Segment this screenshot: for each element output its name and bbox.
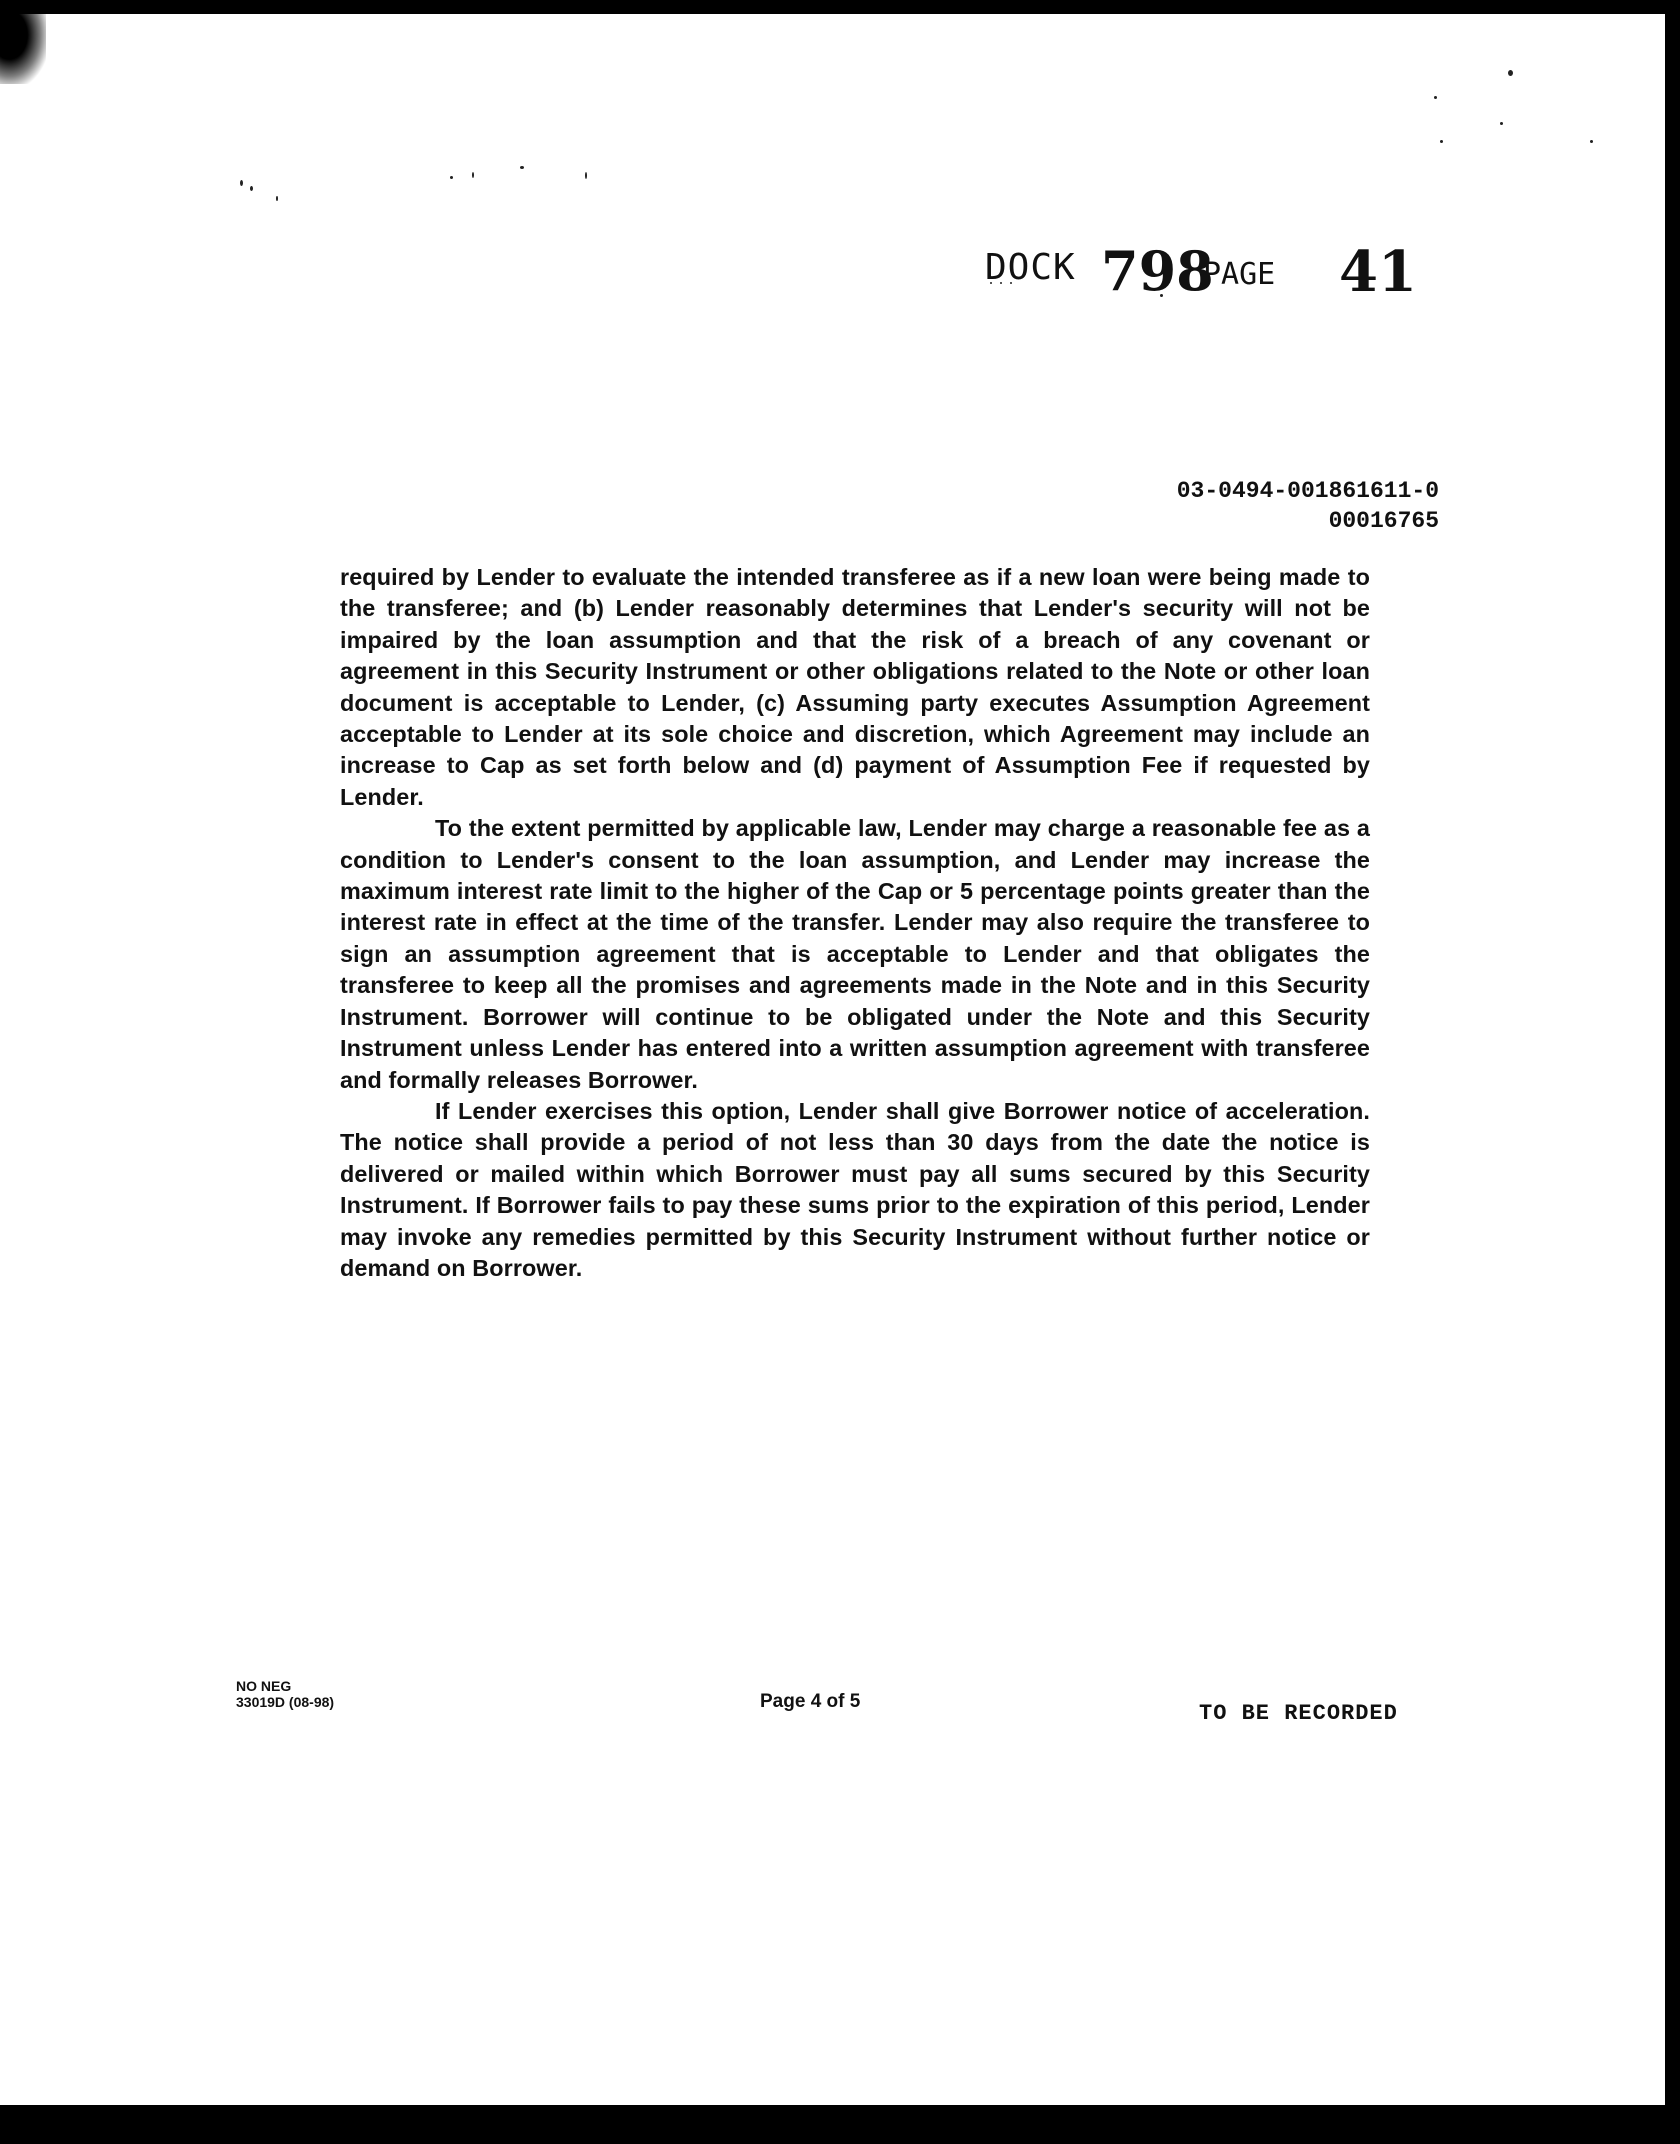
paragraph-continuation: required by Lender to evaluate the intended transferee as if a new loan were being made to the transferee; and (b) Lender reasonably determines that Lender's security will not be impaired by the loan assumption and that the risk of a breach of any covenant or agreement in this Security Instrument or other obligations related to the Note or other loan document is acceptable to Lender, (c) Assuming party executes Assumption Agreement acceptable to Lender at its sole choice and discretion, which Agreement may include an increase to Cap as set forth below and (d) payment of Assumption Fee if requested by Lender.	[340, 564, 1370, 810]
form-code-line: 33019D (08-98)	[236, 1694, 335, 1710]
document-page	[0, 14, 1665, 2105]
document-body	[340, 562, 1370, 1284]
form-code-line: NO NEG	[236, 1678, 292, 1694]
record-note: TO BE RECORDED	[1199, 1701, 1398, 1726]
scan-speck	[520, 166, 524, 169]
scan-corner-mark	[0, 14, 46, 84]
scan-speck	[250, 186, 253, 191]
scan-speck	[472, 172, 474, 178]
recording-page-number: 41	[1339, 239, 1417, 305]
paragraph-assumption-fee: To the extent permitted by applicable law, Lender may charge a reasonable fee as a condition to Lender's consent to the loan assumption, and Lender may increase the maximum interest rate limit to the higher of the Cap or 5 percentage points greater than the interest rate in effect at the time of the transfer. Lender may also require the transferee to sign an assumption agreement that is acceptable to Lender and that obligates the transferee to keep all the promises and agreements made in the Note and in this Security Instrument. Borrower will continue to be obligated under the Note and this Security Instrument unless Lender has entered into a written assumption agreement with transferee and formally releases Borrower.	[340, 815, 1370, 1093]
loan-number: 03-0494-001861611-0	[1176, 478, 1439, 504]
scan-speck	[1500, 122, 1503, 125]
scan-speck	[585, 172, 587, 179]
scan-speck	[1434, 96, 1437, 99]
scan-speck	[1590, 140, 1593, 143]
book-number: 798	[1101, 239, 1214, 303]
scan-speck	[1508, 70, 1513, 76]
paragraph-acceleration: If Lender exercises this option, Lender shall give Borrower notice of acceleration. The notice shall provide a period of not less than 30 days from the date the notice is delivered or mailed within which Borrower must pay all sums secured by this Security Instrument. If Borrower fails to pay these sums prior to the expiration of this period, Lender may invoke any remedies permitted by this Security Instrument without further notice or demand on Borrower.	[340, 1097, 1370, 1281]
reference-number: 00016765	[1328, 508, 1439, 534]
book-label: DOCK	[985, 247, 1076, 288]
loan-number-block	[1177, 476, 1439, 536]
scan-speck	[276, 196, 278, 201]
page-indicator: Page 4 of 5	[760, 1691, 861, 1712]
form-code	[236, 1678, 334, 1710]
scan-speck	[240, 180, 243, 186]
book-page-stamp	[985, 239, 1417, 309]
scan-speck	[450, 176, 453, 179]
page-label: PAGE	[1203, 257, 1276, 292]
scan-speck	[1440, 140, 1443, 143]
